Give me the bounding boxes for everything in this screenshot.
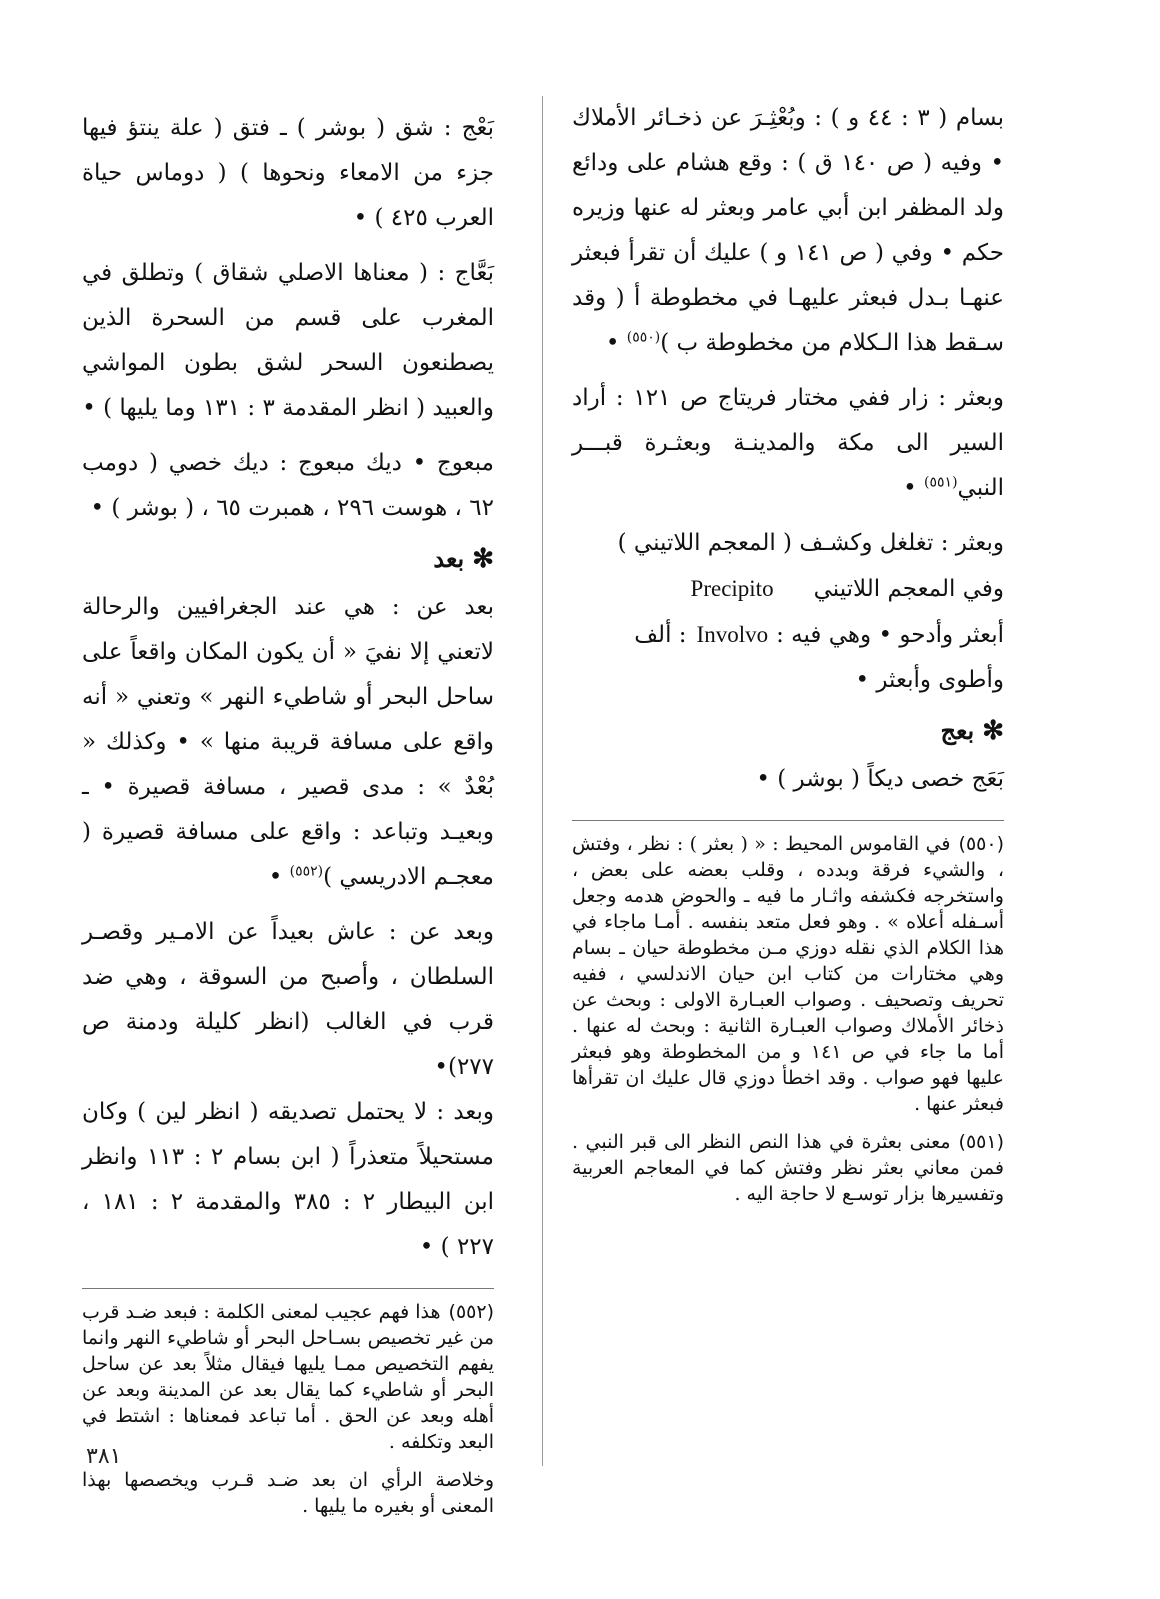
- asterisk-icon: ✻: [982, 716, 1004, 746]
- entry-line-latin: وفي المعجم اللاتيني Precipito: [572, 566, 1004, 612]
- entry-paragraph: وبعثر : زار ففي مختار فريتاج ص ١٢١ : أراد السير الى مكة والمدينـة وبعثـرة قبـــر النبي$^{(٥٥١)}$ •: [572, 385, 1004, 501]
- footnote-552: (٥٥٢)هذا فهم عجيب لمعنى الكلمة : فبعد ضـد قرب من غير تخصيص بسـاحل البحر أو شاطيء النهر وانما يفهم التخصيص ممـا يليها فيقال مثلاً بعد عن ساحل البحر أو شاطيء كما يقال بعد عن المدينة وبعد عن أهله وبعد عن الحق . أما تباعد فمعناها : اشتط في البعد وتكلفه .: [82, 1301, 494, 1453]
- footnote-552-continued: وخلاصة الرأي ان بعد ضـد قـرب ويخصصها بهذا المعنى أو بغيره ما يليها .: [82, 1469, 494, 1517]
- latin-term: Involvo: [696, 622, 769, 647]
- page-number: ٣٨١: [86, 1444, 122, 1469]
- footnote-ref[interactable]: (٥٥٠): [626, 329, 661, 346]
- footnote-551: (٥٥١)معنى بعثرة في هذا النص النظر الى قبر النبي . فمن معاني بعثر نظر وفتش كما في المعاجم العربية وتفسيرها بزار توسـع لا حاجة اليه .: [572, 1131, 1004, 1205]
- entry-paragraph: وبعثر : تغلغل وكشـف ( المعجم اللاتيني ): [617, 530, 1004, 556]
- footnote-number: (٥٥١): [958, 1131, 1004, 1153]
- root-heading: ✻بعد: [433, 544, 494, 574]
- footnote-rule: [572, 820, 1004, 821]
- entry-paragraph: بَعَج خصى ديكاً ( بوشر ) •: [756, 766, 1004, 792]
- entry-line-latin: أبعثر وأدحو • وهي فيه : Involvo : ألف: [572, 612, 1004, 658]
- entry-paragraph: بَعْج : شق ( بوشر ) ـ فتق ( علة ينتؤ فيها جزء من الامعاء ونحوها ) ( دوماس حياة العرب ٤٢٥ ) •: [82, 115, 494, 231]
- column-divider: [542, 96, 543, 1466]
- footnote-550: (٥٥٠)في القاموس المحيط : « ( بعثر ) : نظر ، وفتش ، والشيء فرقة وبدده ، وقلب بعضه على بعض ، واستخرجه فكشفه واثـار ما فيه ـ والحوض هدمه وجعل أسـفله أعلاه » . وهو فعل متعد بنفسه . أمـا ماجاء في هذا الكلام الذي نقله دوزي مـن مخطوطة حيان ـ بسام وهي مختارات من كتاب ابن حيان الاندلسي ، ففيه تحريف وتصحيف . وصواب العبـارة الاولى : وبحث عن ذخائر الأملاك وصواب العبـارة الثانية : وبحث له عنها . أما ما جاء في ص ١٤١ و من المخطوطة وهو فبعثر عليها فهو صواب . وقد اخطأ دوزي قال عليك ان تقرأها فبعثر عنها .: [572, 833, 1004, 1115]
- footnote-ref[interactable]: (٥٥١): [924, 474, 958, 491]
- root-heading: ✻بعج: [940, 716, 1004, 746]
- right-column: [572, 96, 1004, 1219]
- entry-paragraph: وبعد عن : عاش بعيداً عن الامـير وقصـر السلطان ، وأصبح من السوقة ، وهي ضد قرب في الغالب (انظر كليلة ودمنة ص ٢٧٧)•: [82, 919, 494, 1080]
- entry-paragraph: بعد عن : هي عند الجغرافيين والرحالة لاتعني إلا نفيَ « أن يكون المكان واقعاً على ساحل البحر أو شاطيء النهر » وتعني « أنه واقع على مسافة قريبة منها » • وكذلك « بُعْدٌ » : مدى قصير ، مسافة قصيرة • ـ وبعيـد وتباعد : واقع على مسافة قصيرة ( معجـم الادريسي )$^{(٥٥٢)}$ •: [82, 594, 494, 890]
- entry-paragraph: مبعوج • ديك مبعوج : ديك خصي ( دومب ٦٢ ، هوست ٢٩٦ ، همبرت ٦٥ ، ( بوشر ) •: [82, 450, 494, 521]
- latin-term: Precipito: [690, 576, 774, 601]
- entry-paragraph: وأطوى وأبعثر •: [855, 667, 1004, 693]
- footnote-ref[interactable]: (٥٥٢): [289, 863, 324, 880]
- footnote-number: (٥٥٢): [448, 1301, 494, 1323]
- footnote-rule: [82, 1288, 494, 1289]
- entry-paragraph: بسام ( ٣ : ٤٤ و ) : وبُعْثِـرَ عن ذخـائر الأملاك • وفيه ( ص ١٤٠ ق ) : وقع هشام على ودائع ولد المظفر ابن أبي عامر وبعثر له عنها وزيره حكم • وفي ( ص ١٤١ و ) عليك أن تقرأ فبعثر عنهـا بـدل فبعثر عليهـا في مخطوطة أ ( وقد سـقط هذا الـكلام من مخطوطة ب )$^{(٥٥٠)}$ •: [572, 105, 1005, 356]
- footnote-number: (٥٥٠): [958, 833, 1004, 855]
- asterisk-icon: ✻: [472, 544, 494, 574]
- entry-paragraph: بَعَّاج : ( معناها الاصلي شقاق ) وتطلق في المغرب على قسم من السحرة الذين يصطنعون السحر لشق بطون المواشي والعبيد ( انظر المقدمة ٣ : ١٣١ وما يليها ) •: [82, 260, 494, 421]
- entry-paragraph: وبعد : لا يحتمل تصديقه ( انظر لين ) وكان مستحيلاً متعذراً ( ابن بسام ٢ : ١١٣ وانظر ابن البيطار ٢ : ٣٨٥ والمقدمة ٢ : ١٨١ ، ٢٢٧ ) •: [82, 1099, 495, 1260]
- left-column: [82, 106, 494, 1531]
